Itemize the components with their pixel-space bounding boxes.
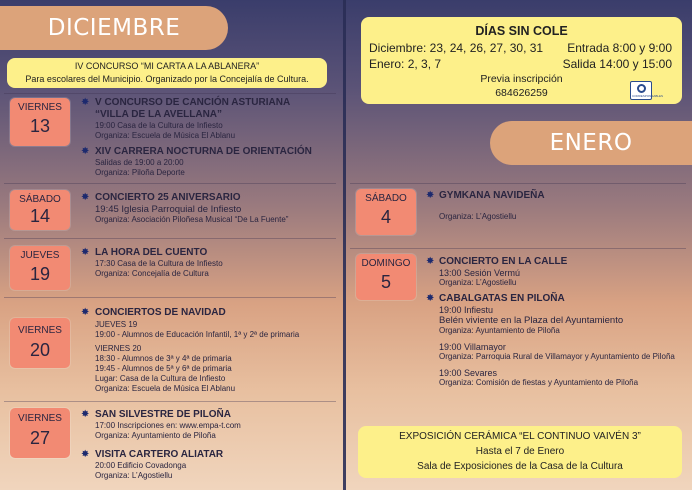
star-bullet-icon: ✸ <box>81 449 90 460</box>
event-time-place: 19:45 Iglesia Parroquial de Infiesto <box>95 204 242 215</box>
event-concurso-cancion <box>95 97 290 141</box>
event-organizer: Organiza: L’Agostiellu <box>439 278 517 287</box>
date-day: 5 <box>380 272 391 292</box>
separator <box>4 297 336 298</box>
concurso-title: IV CONCURSO “MI CARTA A LA ABLANERA” <box>74 61 260 71</box>
date-day: 13 <box>29 116 51 136</box>
event-organizer: Organiza: L’Agostiellu <box>439 212 517 221</box>
event-organizer: Organiza: Ayuntamiento de Piloña <box>95 431 216 440</box>
separator <box>4 183 336 184</box>
event-title: VISITA CARTERO ALIATAR <box>95 449 224 460</box>
date-card-dic-27 <box>10 408 70 458</box>
dias-enero: Enero: 2, 3, 7 <box>369 57 442 71</box>
event-line: Lugar: Casa de la Cultura de Infiesto <box>95 374 226 383</box>
corresponsables-logo <box>630 81 664 100</box>
event-organizer: Organiza: Escuela de Música El Ablanu <box>95 131 236 140</box>
date-weekday: JUEVES <box>20 250 60 261</box>
event-title: XIV CARRERA NOCTURNA DE ORIENTACIÓN <box>95 146 312 157</box>
event-organizer: Organiza: Parroquia Rural de Villamayor y Ayuntamiento de Piloña <box>439 352 675 361</box>
event-conciertos-navidad <box>95 307 299 394</box>
date-weekday: SÁBADO <box>365 193 407 204</box>
month-header-enero: ENERO <box>490 121 692 165</box>
star-bullet-icon: ✸ <box>426 293 435 304</box>
event-organizer: Organiza: Piloña Deporte <box>95 168 185 177</box>
event-time-place: Salidas de 19:00 a 20:00 <box>95 158 184 167</box>
date-day: 20 <box>29 340 51 360</box>
separator <box>4 401 336 402</box>
event-concierto-aniversario <box>95 192 288 225</box>
event-time-place: 20:00 Edificio Covadonga <box>95 461 187 470</box>
event-cartero-aliatar <box>95 449 223 481</box>
separator <box>350 183 686 184</box>
event-title: CONCIERTOS DE NAVIDAD <box>95 307 226 318</box>
concurso-subtitle: Para escolares del Municipio. Organizado por la Concejalía de Cultura. <box>25 74 309 84</box>
horario-salida: Salida 14:00 y 15:00 <box>562 57 672 71</box>
event-line: VIERNES 20 <box>95 344 142 353</box>
logo-text: CORRESPONSABLES <box>632 94 664 98</box>
date-card-ene-4 <box>356 189 416 235</box>
date-day: 4 <box>380 207 391 227</box>
concurso-banner <box>7 58 327 88</box>
event-organizer: Organiza: Asociación Piloñesa Musical “De La Fuente” <box>95 215 289 224</box>
event-organizer: Organiza: Escuela de Música El Ablanu <box>95 384 236 393</box>
date-day: 19 <box>29 264 51 284</box>
date-weekday: DOMINGO <box>361 258 411 269</box>
date-card-dic-20 <box>10 318 70 368</box>
date-weekday: VIERNES <box>18 413 62 424</box>
dias-diciembre: Diciembre: 23, 24, 26, 27, 30, 31 <box>369 41 544 55</box>
date-card-dic-19 <box>10 246 70 290</box>
event-title: CONCIERTO EN LA CALLE <box>439 256 568 267</box>
date-weekday: VIERNES <box>18 325 62 336</box>
date-weekday: SÁBADO <box>19 194 61 205</box>
event-time-place: 19:00 Sevares <box>439 368 498 378</box>
month-header-diciembre: DICIEMBRE <box>0 6 228 50</box>
column-divider <box>343 0 346 490</box>
event-time-place: 13:00 Sesión Vermú <box>439 268 521 278</box>
event-title: GYMKANA NAVIDEÑA <box>439 190 545 201</box>
date-card-dic-13 <box>10 98 70 146</box>
event-line: 19:00 - Alumnos de Educación Infantil, 1ª y 2ª de primaria <box>95 330 300 339</box>
event-organizer: Organiza: Ayuntamiento de Piloña <box>439 326 560 335</box>
event-time-place: 17:30 Casa de la Cultura de Infiesto <box>95 259 223 268</box>
telefono: 684626259 <box>495 87 548 99</box>
date-weekday: VIERNES <box>18 102 62 113</box>
date-card-dic-14 <box>10 190 70 230</box>
horario-entrada: Entrada 8:00 y 9:00 <box>567 41 672 55</box>
exposicion-box <box>358 426 682 478</box>
event-time-place: 19:00 Casa de la Cultura de Infiesto <box>95 121 223 130</box>
event-organizer: Organiza: L’Agostiellu <box>95 471 173 480</box>
star-bullet-icon: ✸ <box>81 247 90 258</box>
event-title-line2: “VILLA DE LA AVELLANA” <box>95 109 223 120</box>
event-time-place: 17:00 Inscripciones en: www.empa-t.com <box>95 421 241 430</box>
event-title: LA HORA DEL CUENTO <box>95 247 208 258</box>
separator <box>350 248 686 249</box>
star-bullet-icon: ✸ <box>81 146 90 157</box>
event-title: V CONCURSO DE CANCIÓN ASTURIANA <box>95 97 291 108</box>
event-san-silvestre <box>95 409 241 441</box>
exposicion-fecha: Hasta el 7 de Enero <box>475 446 565 457</box>
event-hora-cuento <box>95 247 223 279</box>
event-time-place: 19:00 Villamayor <box>439 342 506 352</box>
star-bullet-icon: ✸ <box>81 192 90 203</box>
event-line: Belén viviente en la Plaza del Ayuntamiento <box>439 315 624 326</box>
event-carrera-nocturna <box>95 146 312 178</box>
separator <box>4 238 336 239</box>
event-time-place: 19:00 Infiestu <box>439 305 494 315</box>
event-title: CONCIERTO 25 ANIVERSARIO <box>95 192 241 203</box>
exposicion-title: EXPOSICIÓN CERÁMICA “EL CONTINUO VAIVÉN 3” <box>399 431 641 442</box>
event-line: 19:45 - Alumnos de 5ª y 6ª de primaria <box>95 364 232 373</box>
date-day: 27 <box>29 428 51 448</box>
dias-sin-cole-box <box>361 17 682 104</box>
event-concierto-calle <box>439 256 567 288</box>
date-card-ene-5 <box>356 254 416 300</box>
event-title: SAN SILVESTRE DE PILOÑA <box>95 409 231 420</box>
event-cabalgatas <box>439 293 675 388</box>
event-title: CABALGATAS EN PILOÑA <box>439 293 565 304</box>
star-bullet-icon: ✸ <box>426 190 435 201</box>
inscripcion-label: Previa inscripción <box>480 73 563 85</box>
star-bullet-icon: ✸ <box>81 307 90 318</box>
exposicion-lugar: Sala de Exposiciones de la Casa de la Cultura <box>417 461 623 472</box>
event-line: 18:30 - Alumnos de 3ª y 4ª de primaria <box>95 354 232 363</box>
event-gymkana <box>439 190 545 222</box>
date-day: 14 <box>29 206 51 226</box>
dias-sin-cole-title: DÍAS SIN COLE <box>475 24 568 38</box>
event-organizer: Organiza: Comisión de fiestas y Ayuntamiento de Piloña <box>439 378 639 387</box>
star-bullet-icon: ✸ <box>426 256 435 267</box>
event-line: JUEVES 19 <box>95 320 138 329</box>
star-bullet-icon: ✸ <box>81 409 90 420</box>
star-bullet-icon: ✸ <box>81 97 90 108</box>
event-organizer: Organiza: Concejalía de Cultura <box>95 269 209 278</box>
separator <box>4 93 336 94</box>
